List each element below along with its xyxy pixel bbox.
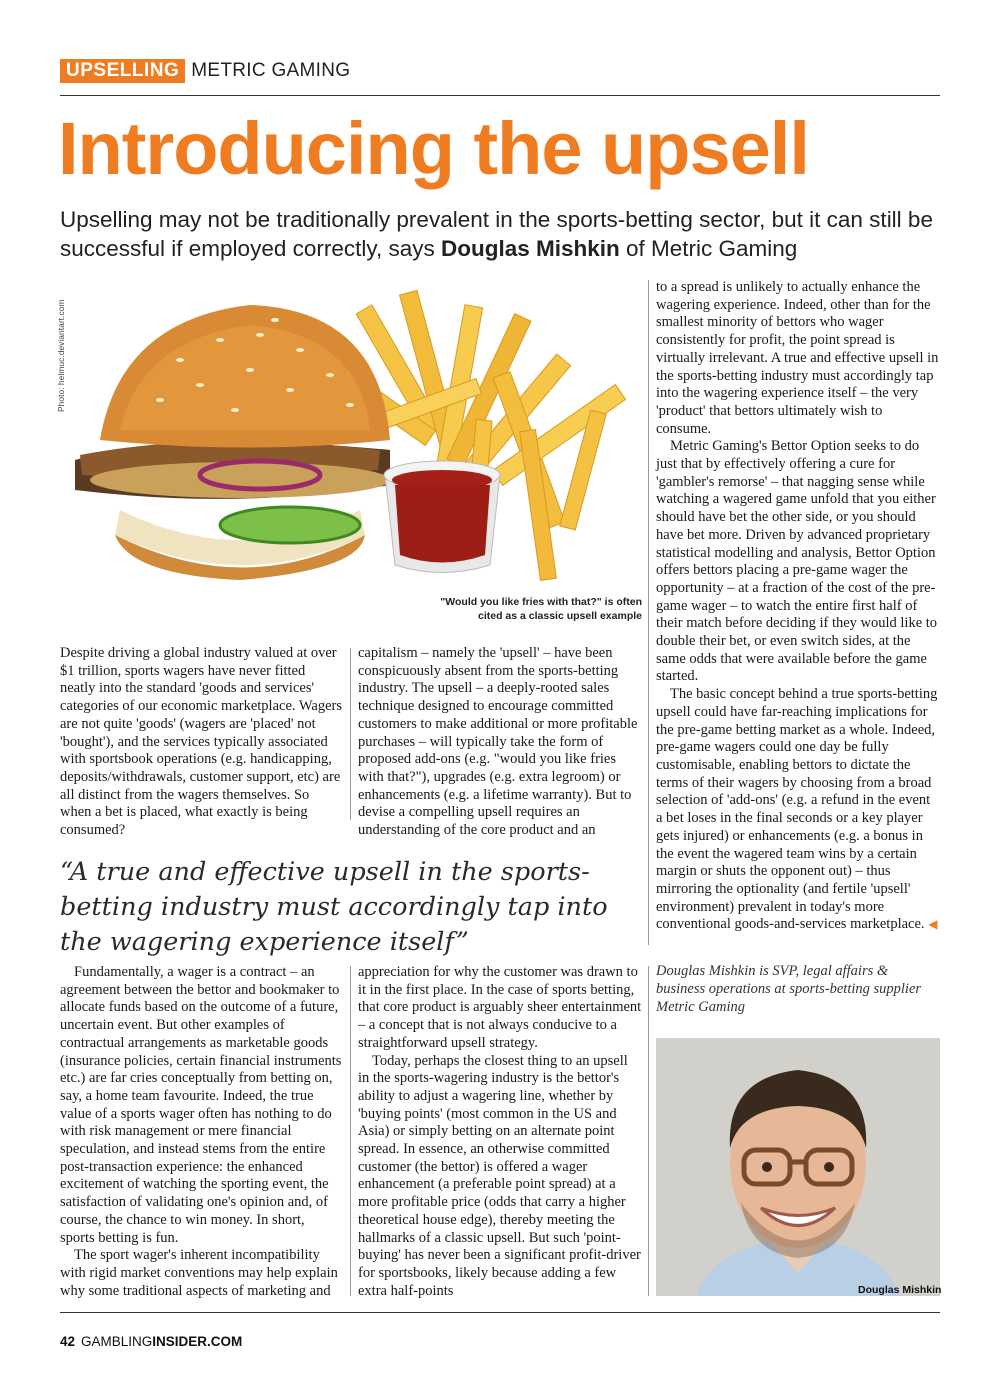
paragraph: The sport wager's inherent incompatibility with rigid market conventions may help explain why some traditional aspects of marketing and: [60, 1247, 338, 1299]
column-c: [656, 279, 940, 934]
image-caption: "Would you like fries with that?" is often cited as a classic upsell example: [440, 596, 642, 622]
section-tag: UPSELLING: [60, 59, 185, 83]
portrait-caption: Douglas Mishkin: [858, 1284, 942, 1296]
paragraph: appreciation for why the customer was drawn to it in the first place. In the case of sports betting, that core product is arguably sheer entertainment – a concept that is not always conducive to a straightforward upsell strategy.: [358, 964, 642, 1051]
paragraph: Despite driving a global industry valued at over $1 trillion, sports wagers have never fitted neatly into the standard 'goods and services' categories of our economic marketplace. Wagers are not quite 'goods' (wagers are 'placed' not 'bought'), and the services typically associated with sportsbook operations (e.g. handicapping, deposits/withdrawals, customer support, etc) are all distinct from the wagers themselves. So when a bet is placed, what exactly is being consumed?: [60, 645, 342, 839]
headline: Introducing the upsell: [58, 107, 809, 190]
column-e: [358, 964, 642, 1300]
standfirst-tail: of Metric Gaming: [619, 236, 798, 261]
photo-credit-text: Photo: helmuc.deviantart.com: [56, 299, 66, 412]
section-company: METRIC GAMING: [191, 60, 351, 81]
column-b: [358, 645, 642, 840]
column-divider: [648, 280, 649, 945]
footer-brand-bold: INSIDER.COM: [152, 1334, 243, 1349]
page-number: 42: [60, 1334, 76, 1349]
author-bio: Douglas Mishkin is SVP, legal affairs & business operations at sports-betting supplier Metric Gaming: [656, 963, 922, 1015]
column-a: [60, 645, 342, 840]
column-divider: [350, 648, 351, 820]
burger-fries-image: [60, 280, 650, 600]
paragraph: Metric Gaming's Bettor Option seeks to do just that by effectively offering a cure for 'gambler's remorse' – that nagging sense while watching a wagered game unfold that you either should have bet the other side, or you should have bet more. Driven by advanced proprietary statistical modelling and analysis, Bettor Option offers bettors placing a pre-game wager the opportunity – at a fraction of the cost of the pre-game wager – to watch the entire first half of their match before deciding if they would like to double their bet, or even switch sides, at the same odds that were available before the game started.: [656, 438, 938, 685]
ketchup-illustration: [384, 461, 500, 573]
section-header: [60, 58, 350, 84]
paragraph: Today, perhaps the closest thing to an upsell in the sports-wagering industry is the bettor's ability to adjust a wagering line, whether by 'buying points' (most common in the US and Asia) or simply betting on an alternate point spread. In essence, an otherwise committed customer (the bettor) is offered a wager enhancement (a preferable point spread) at a more profitable price (odds that carry a higher theoretical house edge), thereby meeting the hallmarks of a classic upsell. But such 'point-buying' has never been a significant profit-driver for sportsbooks, likely because adding a few extra half-points: [358, 1052, 641, 1299]
paragraph: capitalism – namely the 'upsell' – have been conspicuously absent from the sports-betting industry. The upsell – a deeply-rooted sales technique designed to encourage committed customers to make additional or more profitable purchases – will typically take the form of proposed add-ons (e.g. "would you like fries with that?"), upgrades (e.g. extra legroom) or enhancements (e.g. a lifetime warranty). But to devise a compelling upsell requires an understanding of the core product and an: [358, 645, 638, 839]
paragraph: Fundamentally, a wager is a contract – an agreement between the bettor and bookmaker to allocate funds based on the outcome of a future, uncertain event. But other examples of contractual arrangements as marketable goods (insurance policies, certain financial instruments etc.) are far cries conceptually from betting on, say, a home team favourite. Indeed, the true value of a sports wager often has nothing to do with risk management or mere financial speculation, and instead stems from the entire post-transaction experience: the enhanced excitement of watching the sporting event, the satisfaction of validating one's opinion and, of course, the chance to win money. In short, sports betting is fun.: [60, 964, 342, 1246]
column-divider: [350, 966, 351, 1296]
column-divider: [648, 966, 649, 1296]
burger-illustration: [75, 305, 390, 580]
end-mark-icon: ◀: [928, 917, 938, 932]
standfirst-author: Douglas Mishkin: [440, 236, 620, 261]
bottom-rule: [60, 1312, 940, 1313]
paragraph: The basic concept behind a true sports-betting upsell could have far-reaching implications for the pre-game betting market as a whole. Indeed, pre-game wagers could one day be fully customisable, enabling bettors to dictate the terms of their wagers by choosing from a broad selection of 'add-ons' (e.g. a refund in the event a bet loses in the final seconds or a key player gets injured) or enhancements (e.g. a bonus in the event the wagered team wins by a certain margin or shuts the opponent out) – thus mirroring the optionality (and fertile 'upsell' environment) prevalent in today's more conventional goods-and-services marketplace. ◀: [656, 686, 938, 933]
author-portrait: [656, 1038, 940, 1296]
pull-quote: “A true and effective upsell in the sports-betting industry must accordingly tap into the wagering experience itself”: [60, 857, 608, 957]
top-rule: [60, 95, 940, 96]
standfirst: [60, 205, 950, 263]
footer: [60, 1334, 242, 1349]
standfirst-text: Upselling may not be traditionally prevalent in the sports-betting sector, but it can still be successful if employed correctly, says: [60, 207, 933, 261]
footer-brand-light: GAMBLING: [81, 1334, 153, 1349]
paragraph: to a spread is unlikely to actually enhance the wagering experience. Indeed, other than for the smallest minority of bettors who wager consistently for profit, the point spread is virtually irrelevant. A true and effective upsell in the sports-betting industry must accordingly tap into the wagering experience itself – the very 'product' that bettors ultimately wish to consume.: [656, 279, 939, 437]
column-d: [60, 964, 342, 1300]
